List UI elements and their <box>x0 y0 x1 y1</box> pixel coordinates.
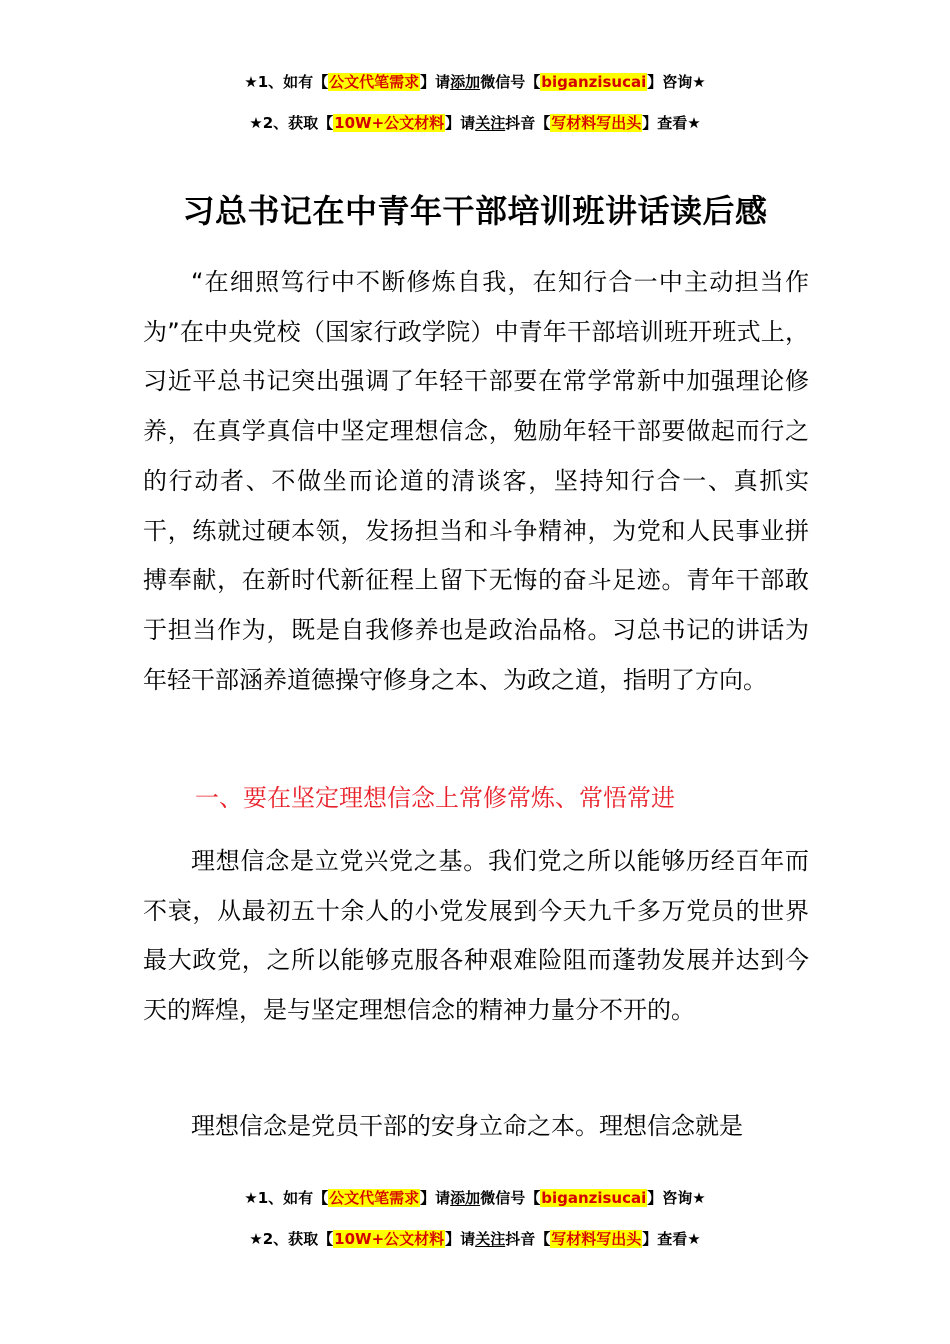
wechat-id-highlight: biganzisucai <box>541 1189 647 1207</box>
douyin-id-highlight: 写材料写出头 <box>551 114 642 132</box>
star-icon: ★ <box>244 73 258 91</box>
promo-text: 抖音【 <box>505 1230 551 1248</box>
wechat-id-highlight: biganzisucai <box>541 73 647 91</box>
promo-emphasis: 添加 <box>450 1189 481 1207</box>
promo-emphasis: 关注 <box>475 114 506 132</box>
header-promo-line-1 <box>0 71 950 92</box>
promo-highlight: 公文代笔需求 <box>329 73 420 91</box>
promo-text: 1、如有【 <box>257 1189 329 1207</box>
section-heading-1: 一、要在坚定理想信念上常修常炼、常悟常进 <box>195 784 675 812</box>
promo-emphasis: 添加 <box>450 73 481 91</box>
body-paragraph-3: 理想信念是党员干部的安身立命之本。理想信念就是 <box>191 1112 743 1140</box>
promo-text: 】请 <box>445 1230 476 1248</box>
header-promo-line-2 <box>0 112 950 133</box>
promo-highlight: 10W+公文材料 <box>334 1230 445 1248</box>
promo-text: 抖音【 <box>505 114 551 132</box>
star-icon: ★ <box>692 1189 706 1207</box>
star-icon: ★ <box>244 1189 258 1207</box>
star-icon: ★ <box>687 1230 701 1248</box>
footer-promo-line-1 <box>0 1187 950 1208</box>
promo-text: 】请 <box>445 114 476 132</box>
document-title: 习总书记在中青年干部培训班讲话读后感 <box>182 192 768 230</box>
promo-text: 微信号【 <box>480 73 541 91</box>
star-icon: ★ <box>692 73 706 91</box>
promo-text: 微信号【 <box>480 1189 541 1207</box>
body-paragraph-2: 理想信念是立党兴党之基。我们党之所以能够历经百年而不衰，从最初五十余人的小党发展到今天九千多万党员的世界最大政党，之所以能够克服各种艰难险阻而蓬勃发展并达到今天的辉煌，是与坚定理想信念的精神力量分不开的。 <box>143 847 809 1025</box>
star-icon: ★ <box>687 114 701 132</box>
promo-text: 2、获取【 <box>262 1230 334 1248</box>
douyin-id-highlight: 写材料写出头 <box>551 1230 642 1248</box>
promo-text: 】请 <box>420 1189 451 1207</box>
promo-text: 】请 <box>420 73 451 91</box>
promo-highlight: 公文代笔需求 <box>329 1189 420 1207</box>
footer-promo-line-2 <box>0 1228 950 1249</box>
promo-text: 】查看 <box>642 114 688 132</box>
promo-emphasis: 关注 <box>475 1230 506 1248</box>
promo-text: 】咨询 <box>647 1189 693 1207</box>
promo-text: 1、如有【 <box>257 73 329 91</box>
star-icon: ★ <box>249 114 263 132</box>
promo-text: 】咨询 <box>647 73 693 91</box>
promo-text: 2、获取【 <box>262 114 334 132</box>
body-paragraph-1: “在细照笃行中不断修炼自我，在知行合一中主动担当作为”在中央党校（国家行政学院）中青年干部培训班开班式上，习近平总书记突出强调了年轻干部要在常学常新中加强理论修养，在真学真信中坚定理想信念，勉励年轻干部要做起而行之的行动者、不做坐而论道的清谈客，坚持知行合一、真抓实干，练就过硬本领，发扬担当和斗争精神，为党和人民事业拼搏奉献，在新时代新征程上留下无悔的奋斗足迹。青年干部敢于担当作为，既是自我修养也是政治品格。习总书记的讲话为年轻干部涵养道德操守修身之本、为政之道，指明了方向。 <box>143 268 809 694</box>
promo-text: 】查看 <box>642 1230 688 1248</box>
promo-highlight: 10W+公文材料 <box>334 114 445 132</box>
star-icon: ★ <box>249 1230 263 1248</box>
